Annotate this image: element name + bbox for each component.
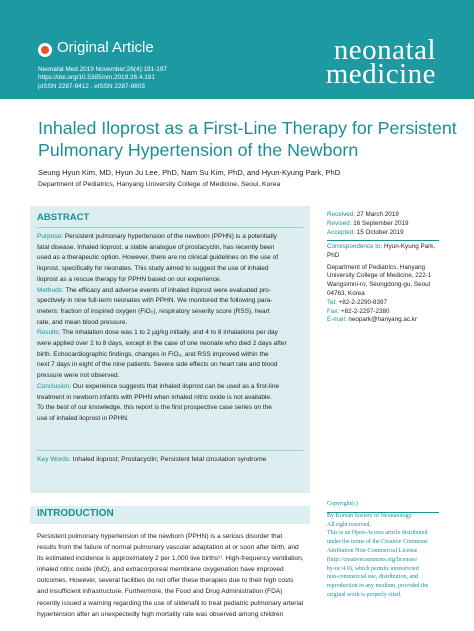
introduction-line: Persistent pulmonary hypertension of the newborn (PPHN) is a serious disorder that	[37, 533, 283, 540]
copyright-line: original work is properly cited.	[327, 591, 402, 598]
address-line: Department of Pediatrics, Hanyang	[327, 263, 426, 271]
journal-logo	[325, 34, 436, 90]
abstract-line	[37, 264, 309, 275]
introduction-line: hypertension after an unexpectedly high mortality rate was observed among children	[37, 610, 284, 618]
tel-value: +82-2-2290-8397	[336, 298, 388, 306]
abstract-line	[37, 371, 309, 382]
correspondence	[327, 243, 457, 252]
copyright-line: All right reserved.	[327, 521, 371, 528]
copyright-line: Attribution Non-Commercial License	[327, 547, 418, 554]
article-type: Original Article	[57, 39, 154, 56]
correspondence-label: Correspondence to:	[327, 243, 383, 250]
received-label: Received:	[327, 211, 356, 218]
copyright-line: by-nc/4.0), which permits unrestricted	[327, 565, 419, 572]
keywords	[37, 456, 266, 463]
abstract-text: next 7 days in eight of the nine patients. Severe side effects on heart rate and blood	[37, 361, 278, 369]
abstract-text: Persistent pulmonary hypertension of the newborn (PPHN) is a potentially	[63, 233, 277, 240]
copyright-line: By Korean Society of Neonatology.	[327, 512, 413, 519]
revised-date	[327, 220, 457, 229]
abstract-line	[37, 393, 309, 404]
abstract-text: rate, and mean blood pressure.	[37, 318, 128, 326]
abstract-line	[37, 286, 309, 297]
copyright-symbol: Copyright(c)	[327, 501, 358, 507]
address-line: Wangsimni-ro, Seongdong-gu, Seoul	[327, 281, 431, 289]
fax-line	[327, 308, 457, 317]
correspondence-name: Hyun-Kyung Park,	[382, 243, 436, 250]
abstract-line	[37, 253, 309, 264]
abstract-text: spectively in nine full-term neonates with PPHN. We monitored the following para-	[37, 297, 273, 305]
address-line: 04763, Korea	[327, 289, 365, 297]
correspondence-info	[327, 243, 457, 325]
abstract-line	[37, 339, 309, 350]
journal-badge-icon	[38, 43, 52, 57]
abstract-section-label: Methods:	[37, 286, 64, 294]
abstract-line	[37, 360, 309, 371]
introduction-body	[37, 531, 309, 620]
author-list: Seung Hyun Kim, MD, Hyun Ju Lee, PhD, Nam Su Kim, PhD, and Hyun-Kyung Park, PhD	[38, 168, 341, 177]
abstract-text: fatal disease. Inhaled iloprost, a stable analogue of prostacyclin, has recently been	[37, 243, 275, 251]
abstract-text: The inhalation dose was 1 to 2 μg/kg initially, and 4 to 8 inhalations per day	[60, 329, 278, 337]
abstract-text: The efficacy and adverse events of inhaled iloprost were evaluated pro-	[63, 286, 271, 294]
email-label: E-mail:	[327, 316, 347, 324]
citation-line: Neonatal Med 2019 November;26(4):191-197	[38, 66, 167, 73]
copyright-line: (http://creativecommons.org/licenses/	[327, 556, 418, 563]
keywords-text: Inhaled iloprost; Prostacyclin; Persistent fetal circulation syndrome	[70, 456, 267, 463]
revised-label: Revised:	[327, 219, 352, 227]
abstract-line	[37, 275, 309, 286]
article-title	[38, 117, 457, 161]
copyright-notice	[327, 500, 447, 600]
affiliation: Department of Pediatrics, Hanyang University College of Medicine, Seoul, Korea	[38, 181, 281, 188]
divider	[37, 450, 303, 451]
abstract-line	[37, 350, 309, 361]
title-line: Inhaled Iloprost as a First-Line Therapy for Persistent	[38, 118, 457, 138]
abstract-line	[37, 403, 309, 414]
abstract-heading: ABSTRACT	[37, 212, 90, 223]
copyright-line: under the terms of the Creative Commons	[327, 539, 428, 546]
introduction-line: results from the failure of normal pulmonary vascular adaptation at or soon after birth, and	[37, 544, 299, 552]
keywords-label: Key Words:	[37, 456, 71, 463]
accepted-value: 15 October 2019	[355, 228, 404, 236]
tel-line	[327, 299, 457, 308]
accepted-label: Accepted:	[327, 228, 356, 236]
issn-line: pISSN 2287-9412 . eISSN 2287-9803	[38, 82, 145, 90]
article-info	[327, 211, 457, 237]
divider	[37, 227, 303, 228]
received-date	[327, 211, 457, 220]
abstract-text: were applied over 2 to 8 days, except in the case of one neonate who died 2 days after	[37, 340, 287, 348]
abstract-text: use of inhaled iloprost in PPHN.	[37, 414, 129, 422]
introduction-line: its estimated incidence is approximately 2 per 1,000 live births¹⁾. High-frequency ventilation,	[37, 555, 304, 563]
address-line: University College of Medicine, 222-1	[327, 272, 432, 280]
journal-logo-line: medicine	[325, 58, 436, 90]
abstract-line	[37, 414, 309, 425]
abstract-text: used as a therapeutic option. However, there are no clinical guidelines on the use of	[37, 254, 279, 262]
abstract-line	[37, 328, 309, 339]
abstract-section-label: Purpose:	[37, 233, 64, 240]
fax-value: +82-2-2297-2380	[339, 307, 390, 315]
tel-label: Tel:	[327, 298, 337, 306]
abstract-section-label: Results:	[37, 329, 61, 337]
introduction-line: and insufficient infrastructure. Furthermore, the Food and Drug Administration (FDA)	[37, 588, 283, 596]
abstract-section-label: Conclusion:	[37, 382, 71, 390]
revised-value: 16 September 2019	[351, 219, 409, 227]
copyright-line: reproduction in any medium, provided the	[327, 583, 429, 590]
email-line	[327, 316, 457, 325]
abstract-text: meters: fraction of inspired oxygen (FiO₂), respiratory severity score (RSS), heart	[37, 307, 270, 315]
introduction-line: inhaled nitric oxide (iNO), and extracorporeal membrane oxygenation have improved	[37, 566, 284, 574]
copyright-line: non-commercial use, distribution, and	[327, 574, 419, 581]
introduction-heading: INTRODUCTION	[37, 508, 114, 519]
title-line: Pulmonary Hypertension of the Newborn	[38, 140, 359, 160]
email-link[interactable]: neopark@hanyang.ac.kr	[346, 316, 418, 324]
abstract-line	[37, 232, 309, 243]
citation-block	[38, 66, 167, 91]
badge-dot	[41, 46, 49, 54]
abstract-body	[37, 232, 309, 425]
abstract-line	[37, 243, 309, 254]
abstract-line	[37, 318, 309, 329]
divider	[327, 240, 439, 241]
abstract-text: birth. Echocardiographic findings, changes in FiO₂, and RSS improved within the	[37, 350, 269, 358]
introduction-line: outcomes. However, several facilities do not offer these therapies due to their high costs	[37, 577, 294, 585]
abstract-text: iloprost, specifically for neonates. This study aimed to suggest the use of inhaled	[37, 265, 269, 273]
copyright-line: This is an Open-Access article distributed	[327, 530, 428, 537]
abstract-text: treatment in newborn infants with PPHN when inhaled nitric oxide is not available.	[37, 393, 272, 401]
abstract-text: iloprost as a rescue therapy for PPHN based on our experience.	[37, 275, 222, 283]
correspondence-degree: PhD	[327, 251, 340, 259]
abstract-line	[37, 307, 309, 318]
abstract-line	[37, 382, 309, 393]
accepted-date	[327, 229, 457, 238]
received-value: 27 March 2019	[355, 211, 399, 218]
journal-logo-line: neonatal	[333, 34, 436, 66]
abstract-text: Our experience suggests that inhaled iloprost can be used as a first-line	[70, 382, 280, 390]
abstract-text: pressure were not observed.	[37, 372, 120, 380]
introduction-line: recently issued a warning regarding the use of sildenafil to treat pediatric pulmonary arterial	[37, 599, 304, 607]
abstract-line	[37, 296, 309, 307]
fax-label: Fax:	[327, 307, 340, 315]
abstract-text: To the best of our knowledge, this report is the first prospective case series on the	[37, 404, 272, 412]
divider	[327, 512, 439, 513]
doi-link[interactable]: https://doi.org/10.5385/nm.2019.26.4.191	[38, 74, 155, 82]
